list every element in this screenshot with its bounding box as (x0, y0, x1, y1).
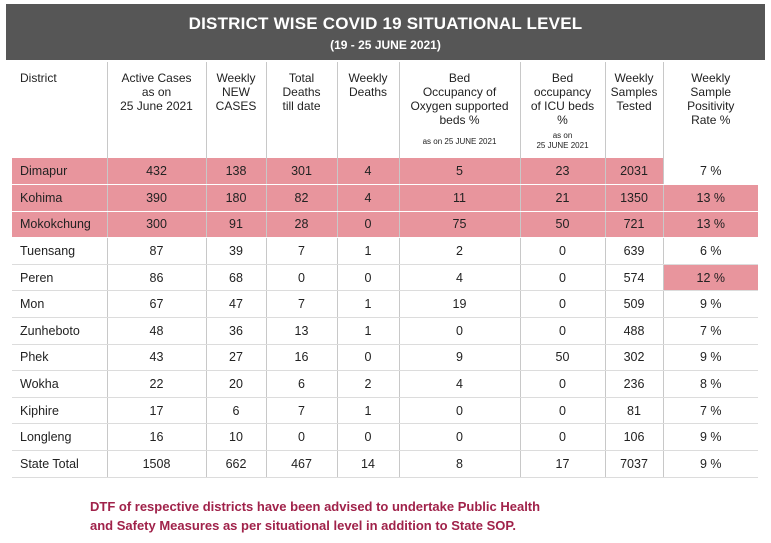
cell-bed-icu: 0 (520, 264, 605, 291)
cell-samples: 488 (605, 318, 663, 345)
table-row (12, 211, 758, 238)
table-row (12, 318, 758, 345)
cell-total-deaths: 0 (266, 264, 337, 291)
cell-weekly-new: 20 (206, 371, 266, 398)
cell-active: 43 (107, 344, 206, 371)
cell-bed-icu: 0 (520, 424, 605, 451)
cell-district: State Total (12, 451, 107, 478)
cell-samples: 639 (605, 238, 663, 265)
cell-positivity: 12 % (663, 264, 758, 291)
col-bed-icu: Bed occupancy of ICU beds % as on 25 JUNE 2021 (520, 62, 605, 158)
cell-total-deaths: 7 (266, 397, 337, 424)
cell-weekly-new: 138 (206, 158, 266, 185)
table-row (12, 397, 758, 424)
cell-bed-icu: 21 (520, 185, 605, 212)
cell-total-deaths: 82 (266, 185, 337, 212)
table-row (12, 158, 758, 185)
cell-active: 432 (107, 158, 206, 185)
cell-bed-oxygen: 19 (399, 291, 520, 318)
cell-weekly-new: 662 (206, 451, 266, 478)
cell-district: Mokokchung (12, 211, 107, 238)
cell-active: 1508 (107, 451, 206, 478)
cell-samples: 106 (605, 424, 663, 451)
report-header (6, 4, 765, 60)
cell-district: Dimapur (12, 158, 107, 185)
cell-total-deaths: 28 (266, 211, 337, 238)
cell-positivity: 7 % (663, 397, 758, 424)
cell-weekly-deaths: 1 (337, 397, 399, 424)
col-total-deaths: Total Deaths till date (266, 62, 337, 158)
cell-bed-icu: 50 (520, 344, 605, 371)
cell-samples: 574 (605, 264, 663, 291)
cell-weekly-deaths: 1 (337, 318, 399, 345)
cell-samples: 2031 (605, 158, 663, 185)
cell-total-deaths: 7 (266, 238, 337, 265)
table-row (12, 424, 758, 451)
cell-weekly-deaths: 0 (337, 344, 399, 371)
col-positivity-rate: Weekly Sample Positivity Rate % (687, 71, 735, 127)
cell-weekly-deaths: 0 (337, 424, 399, 451)
cell-positivity: 13 % (663, 211, 758, 238)
cell-district: Longleng (12, 424, 107, 451)
cell-active: 300 (107, 211, 206, 238)
cell-active: 17 (107, 397, 206, 424)
cell-samples: 1350 (605, 185, 663, 212)
cell-weekly-deaths: 4 (337, 185, 399, 212)
cell-positivity: 13 % (663, 185, 758, 212)
col-weekly-deaths: Weekly Deaths (337, 62, 399, 158)
cell-district: Tuensang (12, 238, 107, 265)
cell-samples: 302 (605, 344, 663, 371)
cell-bed-icu: 0 (520, 397, 605, 424)
cell-bed-icu: 0 (520, 318, 605, 345)
cell-bed-oxygen: 11 (399, 185, 520, 212)
bed-icu-date-note-1: as on (552, 131, 573, 140)
table-row (12, 264, 758, 291)
cell-positivity: 9 % (663, 424, 758, 451)
cell-active: 87 (107, 238, 206, 265)
cell-weekly-new: 27 (206, 344, 266, 371)
cell-weekly-new: 47 (206, 291, 266, 318)
advisory-note-line-2: and Safety Measures as per situational level in addition to State SOP. (90, 518, 516, 533)
cell-weekly-deaths: 0 (337, 211, 399, 238)
cell-weekly-new: 91 (206, 211, 266, 238)
cell-weekly-new: 68 (206, 264, 266, 291)
cell-active: 390 (107, 185, 206, 212)
cell-bed-oxygen: 0 (399, 424, 520, 451)
cell-active: 86 (107, 264, 206, 291)
col-active-cases: Active Cases as on 25 June 2021 (107, 62, 206, 158)
cell-samples: 236 (605, 371, 663, 398)
cell-bed-icu: 50 (520, 211, 605, 238)
col-district: District (12, 62, 107, 158)
cell-active: 22 (107, 371, 206, 398)
cell-total-deaths: 16 (266, 344, 337, 371)
col-bed-oxygen: Bed Occupancy of Oxygen supported beds % as on 25 JUNE 2021 (399, 62, 520, 158)
cell-weekly-deaths: 1 (337, 291, 399, 318)
cell-samples: 721 (605, 211, 663, 238)
cell-weekly-deaths: 2 (337, 371, 399, 398)
cell-weekly-deaths: 4 (337, 158, 399, 185)
cell-district: Mon (12, 291, 107, 318)
cell-weekly-new: 39 (206, 238, 266, 265)
cell-total-deaths: 6 (266, 371, 337, 398)
cell-bed-oxygen: 9 (399, 344, 520, 371)
advisory-note-line-1: DTF of respective districts have been advised to undertake Public Health (90, 499, 541, 514)
bed-oxygen-date-note: as on 25 JUNE 2021 (422, 137, 497, 146)
table-row (12, 185, 758, 212)
cell-bed-icu: 0 (520, 291, 605, 318)
table-row (12, 238, 758, 265)
cell-active: 48 (107, 318, 206, 345)
table-row (12, 291, 758, 318)
cell-district: Phek (12, 344, 107, 371)
cell-district: Kiphire (12, 397, 107, 424)
col-weekly-new-cases: Weekly NEW CASES (206, 62, 266, 158)
cell-bed-oxygen: 4 (399, 371, 520, 398)
cell-total-deaths: 13 (266, 318, 337, 345)
cell-total-deaths: 301 (266, 158, 337, 185)
covid-district-table (12, 62, 758, 478)
cell-positivity: 8 % (663, 371, 758, 398)
report-date-range: (19 - 25 JUNE 2021) (330, 38, 441, 52)
cell-bed-oxygen: 75 (399, 211, 520, 238)
cell-bed-oxygen: 0 (399, 318, 520, 345)
cell-samples: 509 (605, 291, 663, 318)
cell-bed-oxygen: 5 (399, 158, 520, 185)
col-samples-tested: Weekly Samples Tested (605, 62, 663, 158)
cell-weekly-deaths: 14 (337, 451, 399, 478)
cell-bed-icu: 0 (520, 238, 605, 265)
cell-total-deaths: 467 (266, 451, 337, 478)
cell-total-deaths: 7 (266, 291, 337, 318)
cell-positivity: 9 % (663, 291, 758, 318)
table-row (12, 451, 758, 478)
cell-bed-oxygen: 0 (399, 397, 520, 424)
cell-bed-oxygen: 2 (399, 238, 520, 265)
cell-bed-icu: 23 (520, 158, 605, 185)
cell-district: Zunheboto (12, 318, 107, 345)
cell-bed-oxygen: 4 (399, 264, 520, 291)
table-header-row (12, 62, 758, 158)
cell-active: 16 (107, 424, 206, 451)
cell-positivity: 6 % (663, 238, 758, 265)
cell-samples: 7037 (605, 451, 663, 478)
cell-total-deaths: 0 (266, 424, 337, 451)
cell-weekly-new: 36 (206, 318, 266, 345)
cell-active: 67 (107, 291, 206, 318)
cell-district: Kohima (12, 185, 107, 212)
cell-samples: 81 (605, 397, 663, 424)
table-row (12, 371, 758, 398)
cell-bed-icu: 0 (520, 371, 605, 398)
cell-weekly-new: 6 (206, 397, 266, 424)
cell-district: Wokha (12, 371, 107, 398)
cell-weekly-deaths: 0 (337, 264, 399, 291)
cell-bed-icu: 17 (520, 451, 605, 478)
cell-positivity: 9 % (663, 451, 758, 478)
cell-weekly-new: 180 (206, 185, 266, 212)
advisory-note (90, 497, 690, 535)
report-title: DISTRICT WISE COVID 19 SITUATIONAL LEVEL (188, 14, 583, 33)
cell-bed-oxygen: 8 (399, 451, 520, 478)
cell-positivity: 9 % (663, 344, 758, 371)
cell-weekly-deaths: 1 (337, 238, 399, 265)
cell-district: Peren (12, 264, 107, 291)
table-body (12, 158, 758, 477)
cell-positivity: 7 % (663, 158, 758, 185)
cell-positivity: 7 % (663, 318, 758, 345)
table-row (12, 344, 758, 371)
cell-weekly-new: 10 (206, 424, 266, 451)
bed-icu-date-note-2: 25 JUNE 2021 (536, 141, 589, 150)
